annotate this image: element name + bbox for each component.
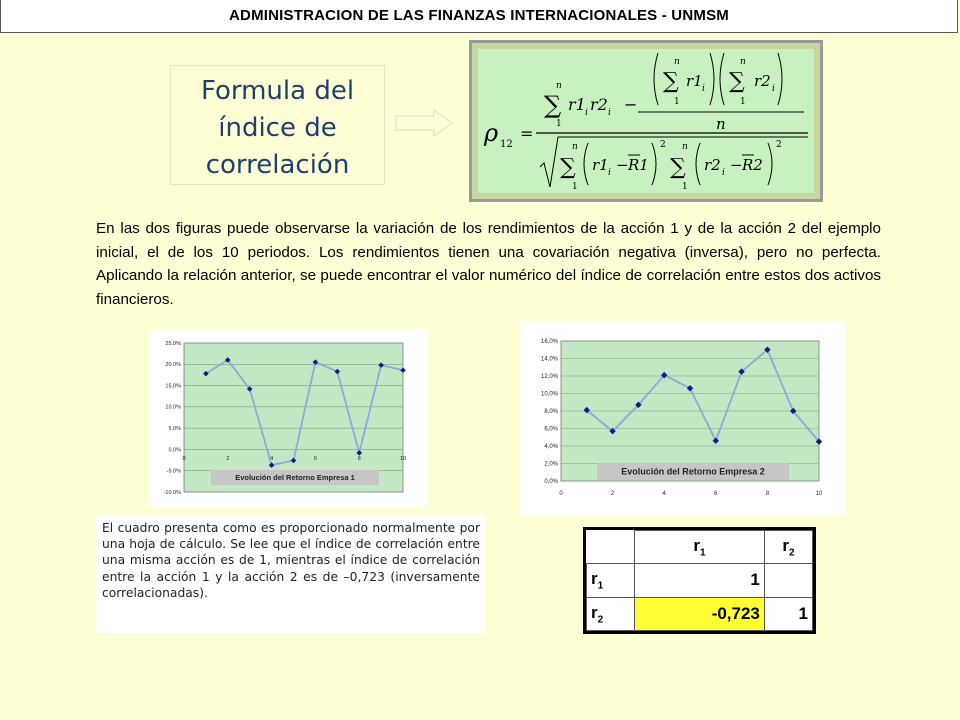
y-tick-label: 14,0% xyxy=(540,356,558,363)
table-row-header-r2: $r_2$ xyxy=(587,597,635,630)
formula-image xyxy=(469,40,823,202)
formula-sum-1: ∑ xyxy=(544,91,562,119)
table-row-header-r1: $r_1$ xyxy=(587,564,635,597)
formula-mean-r1: R1 xyxy=(628,156,649,174)
formula-num-r1: r1 xyxy=(568,95,586,114)
y-tick-label: 6,0% xyxy=(544,426,558,433)
formula-rho-sub: 12 xyxy=(500,139,513,150)
correlation-formula xyxy=(478,49,814,193)
table-col-header-r1: $r_1$ xyxy=(635,531,765,564)
x-tick-label: 2 xyxy=(610,491,615,497)
arrow-right-icon xyxy=(394,108,454,138)
svg-text:n: n xyxy=(740,57,746,67)
table-cell-r1-r2-empty xyxy=(764,564,812,597)
x-tick-label: 0 xyxy=(559,491,563,497)
svg-text:∑: ∑ xyxy=(663,69,679,94)
table-cell-r1-r1: 1 xyxy=(635,564,765,597)
y-tick-label: 25.0% xyxy=(165,340,181,347)
page-header xyxy=(0,0,958,33)
formula-title-line-1: Formula del xyxy=(200,76,355,106)
formula-equals: = xyxy=(520,124,534,143)
svg-text:n: n xyxy=(682,142,688,152)
x-tick-label: 8 xyxy=(765,491,770,497)
y-tick-label: 5.0% xyxy=(168,425,181,432)
formula-sum-lower-1: 1 xyxy=(556,119,562,129)
svg-text:2: 2 xyxy=(776,140,782,150)
svg-text:i: i xyxy=(722,168,725,178)
svg-text:i: i xyxy=(702,84,705,94)
y-tick-label: -5.0% xyxy=(166,468,181,475)
formula-title-line-2: índice de xyxy=(218,113,337,143)
y-tick-label: 0,0% xyxy=(544,479,558,485)
y-tick-label: 10.0% xyxy=(165,404,181,411)
svg-text:1: 1 xyxy=(682,182,688,192)
svg-text:i: i xyxy=(585,108,588,118)
svg-text:1: 1 xyxy=(740,97,746,107)
x-tick-label: 0 xyxy=(182,456,186,462)
y-tick-label: 12,0% xyxy=(540,374,558,380)
y-tick-label: 4,0% xyxy=(544,444,558,450)
table-cell-r2-r1: -0,723 xyxy=(635,597,765,630)
formula-title xyxy=(171,73,384,184)
y-tick-label: 2,0% xyxy=(544,461,558,468)
note-box xyxy=(96,515,486,633)
table-row xyxy=(587,564,813,597)
x-tick-label: 4 xyxy=(662,491,666,497)
svg-text:i: i xyxy=(608,108,611,118)
svg-text:r2: r2 xyxy=(704,156,721,174)
note-text: El cuadro presenta como es proporcionado normalmente por una hoja de cálculo. Se lee que el índice de correlación entre una misma acción es de 1, mientras el índice de correlación entre la acción 1 y la acción 2 es de –0,723 (inversamente correlacionadas). xyxy=(102,521,480,600)
svg-text:r2: r2 xyxy=(754,72,771,90)
formula-title-line-3: correlación xyxy=(205,150,350,180)
y-tick-label: 8,0% xyxy=(544,409,558,415)
x-tick-label: 10 xyxy=(815,491,823,497)
formula-rho: ρ xyxy=(484,119,499,147)
x-tick-label: 6 xyxy=(313,456,317,462)
correlation-table xyxy=(583,527,816,634)
svg-text:−: − xyxy=(730,156,743,174)
svg-text:n: n xyxy=(572,142,578,152)
svg-text:i: i xyxy=(772,84,775,94)
svg-text:1: 1 xyxy=(572,182,578,192)
y-tick-label: 10,0% xyxy=(540,391,558,398)
y-tick-label: 16,0% xyxy=(540,339,558,345)
x-tick-label: 4 xyxy=(270,456,274,462)
x-tick-label: 6 xyxy=(714,491,718,497)
table-row xyxy=(587,531,813,564)
table-cell-r2-r2: 1 xyxy=(764,597,812,630)
svg-text:∑: ∑ xyxy=(729,69,745,94)
formula-num-r2: r2 xyxy=(590,95,608,114)
svg-text:−: − xyxy=(616,156,629,174)
svg-text:2: 2 xyxy=(660,140,666,150)
chart-title: Evolución del Retorno Empresa 1 xyxy=(235,473,355,482)
x-tick-label: 2 xyxy=(226,456,230,462)
svg-text:∑: ∑ xyxy=(560,155,576,180)
formula-mean-r2: R2 xyxy=(742,156,763,174)
x-tick-label: 8 xyxy=(357,456,361,462)
chart-title: Evolución del Retorno Empresa 2 xyxy=(621,466,765,477)
y-tick-label: -10.0% xyxy=(163,489,181,496)
formula-title-box xyxy=(170,65,385,185)
y-tick-label: 20.0% xyxy=(165,362,181,369)
chart-empresa-1-svg xyxy=(149,329,428,507)
chart-empresa-2 xyxy=(519,321,845,515)
page-title: ADMINISTRACION DE LAS FINANZAS INTERNACIONALES - UNMSM xyxy=(229,7,729,24)
y-tick-label: 0.0% xyxy=(168,447,181,454)
svg-text:1: 1 xyxy=(674,97,680,107)
formula-n: n xyxy=(716,115,726,133)
svg-text:∑: ∑ xyxy=(670,155,686,180)
plot-area xyxy=(184,343,403,492)
chart-empresa-2-svg xyxy=(519,321,845,515)
svg-text:r1: r1 xyxy=(686,72,703,90)
svg-text:i: i xyxy=(608,168,611,178)
x-tick-label: 10 xyxy=(399,456,407,462)
formula-minus: − xyxy=(624,95,638,114)
chart-empresa-1 xyxy=(149,329,428,507)
table-row xyxy=(587,597,813,630)
svg-text:n: n xyxy=(674,57,680,67)
table-col-header-r2: $r_2$ xyxy=(764,531,812,564)
description-paragraph: En las dos figuras puede observarse la variación de los rendimientos de la acción 1 y de la acción 2 del ejemplo inicial, el de los 10 periodos. Los rendimientos tienen una covariación negativa (inversa), pero no perfecta. Aplicando la relación anterior, se puede encontrar el valor numérico del índice de correlación entre estos dos activos financieros. xyxy=(96,220,881,308)
formula-sum-upper-1: n xyxy=(556,81,562,91)
table-corner-cell xyxy=(587,531,635,564)
svg-text:r1: r1 xyxy=(592,156,609,174)
y-tick-label: 15.0% xyxy=(165,383,181,390)
